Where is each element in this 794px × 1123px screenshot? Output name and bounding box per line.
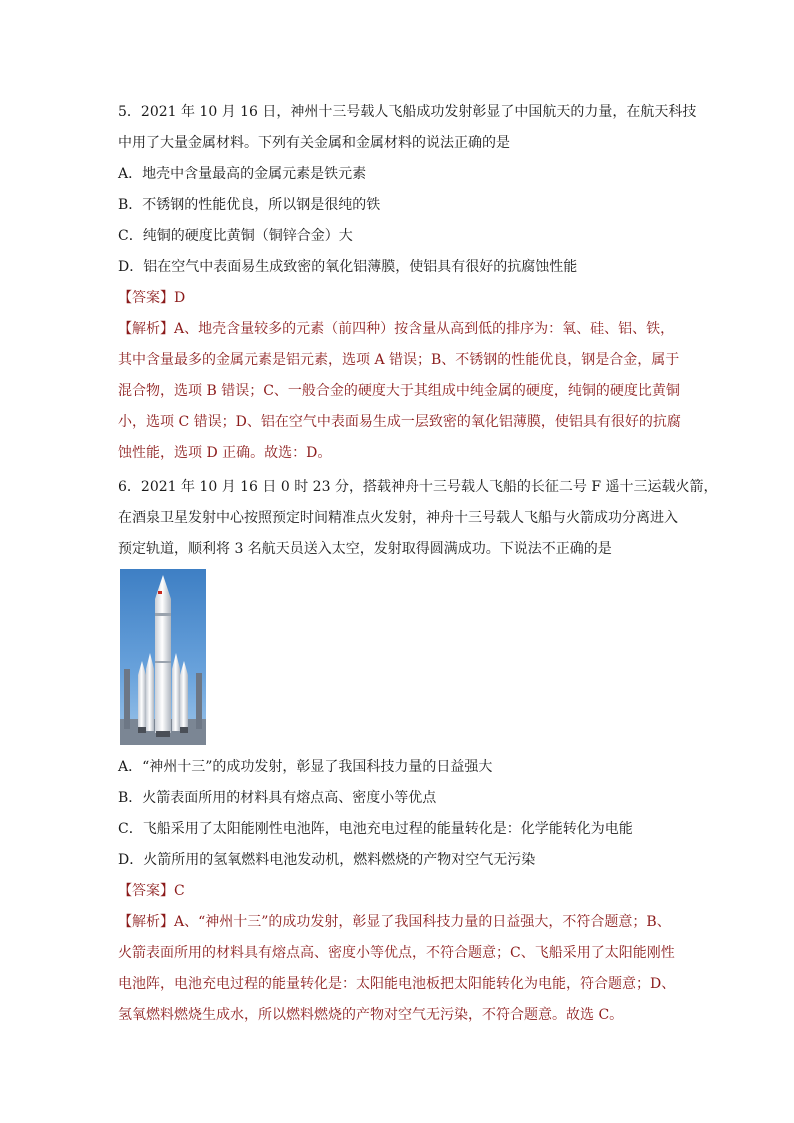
q6-analysis-line-1 xyxy=(118,912,671,932)
q5-analysis-line-5: 蚀性能，选项 D 正确。故选：D。 xyxy=(118,445,332,461)
q6-answer-tag: 【答案】 xyxy=(118,883,174,899)
q5-option-b: B．不锈钢的性能优良，所以钢是很纯的铁 xyxy=(118,197,381,213)
q6-answer xyxy=(118,881,185,901)
q6-analysis-line-3: 电池阵，电池充电过程的能量转化是：太阳能电池板把太阳能转化为电能，符合题意；D、 xyxy=(118,976,676,992)
q5-stem-line-1: 5．2021 年 10 月 16 日，神州十三号载人飞船成功发射彰显了中国航天的力量，在航天科技 xyxy=(118,104,697,120)
q5-analysis-line-3: 混合物，选项 B 错误；C、一般合金的硬度大于其组成中纯金属的硬度，纯铜的硬度比黄铜 xyxy=(118,383,680,399)
q5-analysis-tag: 【解析】 xyxy=(118,321,174,337)
q6-option-a: A．“神州十三”的成功发射，彰显了我国科技力量的日益强大 xyxy=(118,759,493,775)
q6-option-b: B．火箭表面所用的材料具有熔点高、密度小等优点 xyxy=(118,790,437,806)
rocket-photo xyxy=(120,569,206,745)
q6-stem-line-2: 在酒泉卫星发射中心按照预定时间精准点火发射，神舟十三号载人飞船与火箭成功分离进入 xyxy=(118,510,678,526)
q5-option-c: C．纯铜的硬度比黄铜（铜锌合金）大 xyxy=(118,228,353,244)
q5-stem-line-2: 中用了大量金属材料。下列有关金属和金属材料的说法正确的是 xyxy=(118,135,510,151)
q6-stem-line-1: 6．2021 年 10 月 16 日 0 时 23 分，搭载神舟十三号载人飞船的长征二号 F 遥十三运载火箭， xyxy=(118,479,718,495)
q5-analysis-line-4: 小，选项 C 错误；D、铝在空气中表面易生成一层致密的氧化铝薄膜，使铝具有很好的抗腐 xyxy=(118,414,681,430)
q5-answer-value: D xyxy=(174,290,186,306)
q6-analysis-tag: 【解析】 xyxy=(118,914,174,930)
q6-analysis-line-2: 火箭表面所用的材料具有熔点高、密度小等优点，不符合题意；C、飞船采用了太阳能刚性 xyxy=(118,945,675,961)
q5-option-a: A．地壳中含量最高的金属元素是铁元素 xyxy=(118,166,367,182)
q5-analysis-line-1 xyxy=(118,319,674,339)
q5-answer-tag: 【答案】 xyxy=(118,290,174,306)
q6-analysis-text-1: A、“神州十三”的成功发射，彰显了我国科技力量的日益强大，不符合题意；B、 xyxy=(174,914,671,930)
q5-analysis-text-1: A、地壳含量较多的元素（前四种）按含量从高到低的排序为：氧、硅、铝、铁， xyxy=(174,321,675,337)
q6-option-d: D．火箭所用的氢氧燃料电池发动机，燃料燃烧的产物对空气无污染 xyxy=(118,852,536,868)
q6-option-c: C．飞船采用了太阳能刚性电池阵，电池充电过程的能量转化是：化学能转化为电能 xyxy=(118,821,633,837)
q5-answer xyxy=(118,288,185,308)
q5-option-d: D．铝在空气中表面易生成致密的氧化铝薄膜，使铝具有很好的抗腐蚀性能 xyxy=(118,259,578,275)
q6-stem-line-3: 预定轨道，顺利将 3 名航天员送入太空，发射取得圆满成功。下说法不正确的是 xyxy=(118,541,612,557)
q6-answer-value: C xyxy=(174,883,185,899)
q6-analysis-line-4: 氢氧燃料燃烧生成水，所以燃料燃烧的产物对空气无污染，不符合题意。故选 C。 xyxy=(118,1007,624,1023)
q5-analysis-line-2: 其中含量最多的金属元素是铝元素，选项 A 错误；B、不锈钢的性能优良，钢是合金，属于 xyxy=(118,352,680,368)
